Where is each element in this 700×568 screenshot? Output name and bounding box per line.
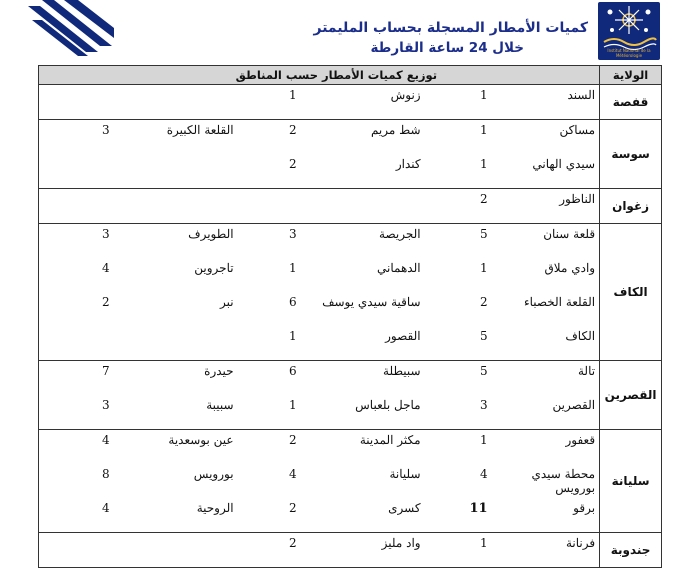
rainfall-value: 7	[39, 361, 118, 396]
rainfall-value	[39, 189, 118, 224]
station-name: مساكن	[496, 120, 600, 155]
rainfall-value	[39, 326, 118, 361]
station-name: بورويس	[193, 467, 234, 481]
table-row	[39, 292, 662, 326]
rainfall-value: 3	[39, 224, 118, 259]
table-row	[39, 154, 662, 189]
station-name	[118, 85, 238, 120]
table-row	[39, 533, 662, 568]
rainfall-value: 4	[39, 498, 118, 533]
station-name: القصرين	[496, 395, 600, 430]
logo-caption: Institut National de la Météorologie	[607, 48, 651, 58]
station-name: الروحية	[118, 498, 238, 533]
rainfall-value	[39, 533, 118, 568]
wilaya-cell: جندوبة	[600, 533, 662, 568]
rainfall-value: 4	[39, 258, 118, 292]
inm-logo	[598, 2, 660, 60]
station-name: القصور	[305, 326, 425, 361]
rainfall-value: 1	[425, 85, 496, 120]
station-name: الجريصة	[305, 224, 425, 259]
page-title: كميات الأمطار المسجلة بحساب المليمتر	[313, 20, 588, 36]
station-name: سليانة	[389, 467, 421, 481]
station-name	[118, 326, 238, 361]
rainfall-value: 4	[479, 467, 488, 481]
rainfall-value: 1	[238, 326, 305, 361]
station-name: تالة	[496, 361, 600, 396]
station-name: مكثر المدينة	[305, 430, 425, 465]
rainfall-value: 1	[425, 120, 496, 155]
rainfall-value: 1	[238, 395, 305, 430]
rainfall-value: 2	[238, 154, 305, 189]
table-row	[39, 464, 662, 498]
station-name: فرنانة	[496, 533, 600, 568]
table-row	[39, 498, 662, 533]
station-name: قعفور	[496, 430, 600, 465]
rainfall-value: 2	[238, 120, 305, 155]
station-name: الطويرف	[118, 224, 238, 259]
rainfall-value: 2	[238, 498, 305, 533]
table-row	[39, 258, 662, 292]
header-wilaya: الولاية	[600, 66, 662, 85]
station-name: كسرى	[305, 498, 425, 533]
station-name: كندار	[305, 154, 425, 189]
rainfall-value: 2	[238, 430, 305, 465]
rainfall-value	[39, 154, 118, 189]
rainfall-value: 4	[39, 430, 118, 465]
rainfall-value: 3	[238, 224, 305, 259]
rainfall-table	[38, 65, 662, 568]
station-name: السند	[496, 85, 600, 120]
station-name: ماجل بلعباس	[305, 395, 425, 430]
station-name: الكاف	[496, 326, 600, 361]
rainfall-value: 2	[238, 533, 305, 568]
wilaya-cell: الكاف	[600, 224, 662, 361]
station-name	[118, 533, 238, 568]
rainfall-value: 5	[425, 361, 496, 396]
table-header-row	[39, 66, 662, 85]
station-name: وادي ملاق	[544, 261, 596, 275]
station-name: سبيبة	[118, 395, 238, 430]
rainfall-value: 1	[479, 261, 488, 275]
rainfall-value: 8	[39, 464, 118, 498]
wilaya-cell: القصرين	[600, 361, 662, 430]
station-name: عين بوسعدية	[118, 430, 238, 465]
station-name: حيدرة	[118, 361, 238, 396]
table-body	[39, 85, 662, 568]
rainfall-value	[39, 85, 118, 120]
page-subtitle: خلال 24 ساعة القارطة	[370, 40, 524, 56]
station-name: شط مريم	[305, 120, 425, 155]
header-zones: توزيع كميات الأمطار حسب المناطق	[39, 66, 600, 85]
rainfall-value: 6	[288, 295, 297, 309]
station-name: محطة سيدي بورويس	[531, 467, 596, 495]
table-row	[39, 120, 662, 155]
rainfall-value: 5	[425, 224, 496, 259]
rainfall-value: 1	[238, 85, 305, 120]
rainfall-value: 1	[425, 154, 496, 189]
station-name: الدهماني	[377, 261, 421, 275]
station-name: ساقية سيدي يوسف	[322, 295, 421, 309]
rainfall-value: 3	[39, 120, 118, 155]
station-name: القلعة الكبيرة	[118, 120, 238, 155]
table-row	[39, 189, 662, 224]
rainfall-value: 1	[288, 261, 297, 275]
rainfall-value: 2	[39, 292, 118, 326]
logo-emblem-icon	[598, 2, 660, 52]
rainfall-value: 1	[425, 533, 496, 568]
wilaya-cell: قفصة	[600, 85, 662, 120]
rainfall-value: 1	[425, 430, 496, 465]
decorative-stripes	[28, 0, 114, 60]
station-name: واد مليز	[305, 533, 425, 568]
station-name: نبر	[219, 295, 234, 309]
rainfall-value: 11	[425, 498, 496, 533]
station-name: تاجروين	[194, 261, 234, 275]
station-name: القلعة الخصباء	[523, 295, 596, 309]
station-name	[118, 189, 238, 224]
station-name: زنوش	[305, 85, 425, 120]
station-name: الناظور	[496, 189, 600, 224]
station-name: برقو	[496, 498, 600, 533]
rainfall-value	[238, 189, 305, 224]
station-name: سبيطلة	[305, 361, 425, 396]
rainfall-value: 2	[425, 189, 496, 224]
table-row	[39, 430, 662, 465]
table-row	[39, 326, 662, 361]
rainfall-value: 3	[39, 395, 118, 430]
table-row	[39, 395, 662, 430]
table-row	[39, 224, 662, 259]
wilaya-cell: سوسة	[600, 120, 662, 189]
station-name	[305, 189, 425, 224]
rainfall-value: 4	[288, 467, 297, 481]
rainfall-value: 2	[479, 295, 488, 309]
rainfall-value: 6	[238, 361, 305, 396]
station-name: قلعة سنان	[496, 224, 600, 259]
station-name	[118, 154, 238, 189]
table-row	[39, 85, 662, 120]
wilaya-cell: زغوان	[600, 189, 662, 224]
wilaya-cell: سليانة	[600, 430, 662, 533]
rainfall-value: 5	[425, 326, 496, 361]
table-row	[39, 361, 662, 396]
rainfall-value: 3	[425, 395, 496, 430]
station-name: سيدي الهاني	[496, 154, 600, 189]
